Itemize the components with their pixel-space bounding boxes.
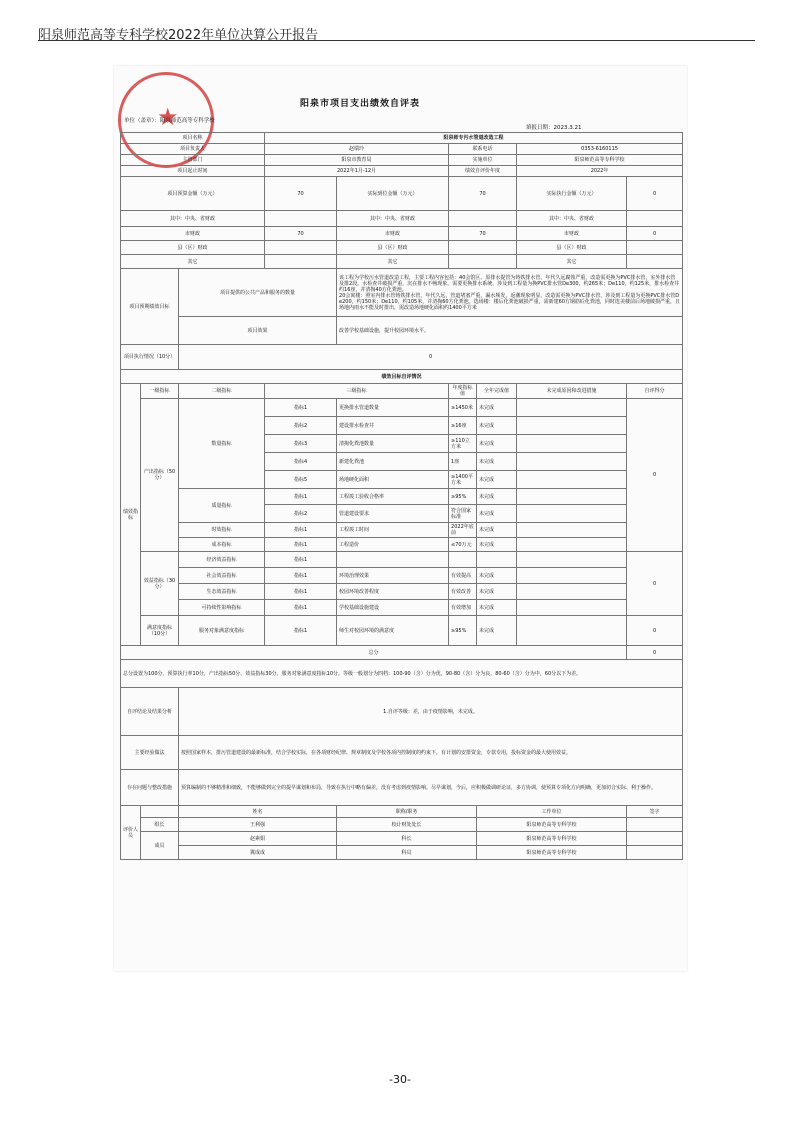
executed-label: 实际执行金额（万元） xyxy=(517,177,627,211)
su1-name: 指标1 xyxy=(265,600,337,616)
q4-target: 1座 xyxy=(449,453,477,471)
ql2-name: 指标2 xyxy=(265,505,337,523)
dept: 阳泉市教育局 xyxy=(265,155,449,166)
central-actual-label: 其中：中央、省财政 xyxy=(337,211,449,227)
q5-desc: 场地硬化面积 xyxy=(337,471,449,489)
output-label: 产出指标（50分） xyxy=(141,399,179,552)
eco1-done: 未完成 xyxy=(477,584,517,600)
c1-done: 未完成 xyxy=(477,538,517,552)
person-unit: 阳泉师范高等专科学校 xyxy=(477,846,627,860)
ql1-name: 指标1 xyxy=(265,489,337,505)
sa1-done: 未完成 xyxy=(477,616,517,646)
budget-value: 70 xyxy=(265,177,337,211)
econ-label: 经济效益指标 xyxy=(179,552,265,568)
experience-text: 按照国家样本，排污管道建设的最新标准，结合学校实际，在各项财经纪律、规章制度及学校各项内控制度的约束下，有计划的安排资金，专款专用，投标资金的最大使用效益。 xyxy=(179,736,683,770)
experience-label: 主要经验做法 xyxy=(121,736,179,770)
su1-desc: 学校基础设施建设 xyxy=(337,600,449,616)
goal-label: 项目预期绩效目标 xyxy=(121,269,179,345)
goal-effect-label: 项目效果 xyxy=(179,317,337,345)
q2-desc: 建设排水检查井 xyxy=(337,417,449,435)
e1-done xyxy=(477,552,517,568)
ql2-target: 符合国家标准 xyxy=(449,505,477,523)
q1-desc: 更换排水管道数量 xyxy=(337,399,449,417)
c1-name: 指标1 xyxy=(265,538,337,552)
central-executed xyxy=(627,211,683,227)
s1-target: 有效提高 xyxy=(449,568,477,584)
person-title: 科员 xyxy=(337,846,477,860)
ql2-reason xyxy=(517,505,627,523)
person-name: 王利强 xyxy=(179,818,337,832)
ql1-reason xyxy=(517,489,627,505)
person-title: 科长 xyxy=(337,832,477,846)
sa1-target: ≥95% xyxy=(449,616,477,646)
t1-reason xyxy=(517,523,627,538)
t1-done: 未完成 xyxy=(477,523,517,538)
head-score: 自评得分 xyxy=(627,384,683,399)
s1-name: 指标1 xyxy=(265,568,337,584)
ql1-desc: 工程竣工验收合格率 xyxy=(337,489,449,505)
phone: 0353-6160115 xyxy=(517,144,683,155)
head-level2: 二级指标 xyxy=(179,384,265,399)
central-actual xyxy=(449,211,517,227)
person-title: 校计财处处长 xyxy=(337,818,477,832)
s1-desc: 环境治理效果 xyxy=(337,568,449,584)
problems-label: 存在问题与整改措施 xyxy=(121,770,179,806)
city-budget: 70 xyxy=(265,227,337,241)
central-executed-label: 其中：中央、省财政 xyxy=(517,211,627,227)
other-budget xyxy=(265,255,337,269)
personnel-head-name: 姓名 xyxy=(179,806,337,818)
cost-label: 成本指标 xyxy=(179,538,265,552)
member-label: 成员 xyxy=(141,832,179,860)
social-label: 社会效益指标 xyxy=(179,568,265,584)
other-actual xyxy=(449,255,517,269)
q5-name: 指标5 xyxy=(265,471,337,489)
person-unit: 阳泉师范高等专科学校 xyxy=(477,832,627,846)
budget-label: 项目预算金额（万元） xyxy=(121,177,265,211)
satis-sub: 服务对象满意度指标 xyxy=(179,616,265,646)
total-label: 总分 xyxy=(121,646,627,660)
time-label: 时效指标 xyxy=(179,523,265,538)
header-rule xyxy=(38,40,755,41)
head-level1: 一级指标 xyxy=(141,384,179,399)
county-budget xyxy=(265,241,337,255)
head-target: 年度指标值 xyxy=(449,384,477,399)
other-executed-label: 其它 xyxy=(517,255,627,269)
q5-reason xyxy=(517,471,627,489)
actual-value: 70 xyxy=(449,177,517,211)
county-label: 县（区）财政 xyxy=(121,241,265,255)
ql2-done: 未完成 xyxy=(477,505,517,523)
eco1-name: 指标1 xyxy=(265,584,337,600)
central-budget xyxy=(265,211,337,227)
head-reason: 未完成原因和改进措施 xyxy=(517,384,627,399)
q1-target: ≥1450米 xyxy=(449,399,477,417)
su1-done: 未完成 xyxy=(477,600,517,616)
project-name: 阳泉师专污水管道改造工程 xyxy=(265,133,683,144)
eco1-desc: 校园环境改善程度 xyxy=(337,584,449,600)
actual-label: 实际到位金额（万元） xyxy=(337,177,449,211)
conclusion-text: 1.自评等级：差，由于疫情影响，未完成。 xyxy=(179,688,683,736)
benefit-score: 0 xyxy=(627,552,683,616)
eco1-target: 有效改善 xyxy=(449,584,477,600)
output-score: 0 xyxy=(627,399,683,552)
executed-value: 0 xyxy=(627,177,683,211)
q1-done: 未完成 xyxy=(477,399,517,417)
unit-label: 单位（盖章）：阳泉师范高等专科学校 xyxy=(124,118,215,124)
s1-reason xyxy=(517,568,627,584)
ql1-done: 未完成 xyxy=(477,489,517,505)
county-executed xyxy=(627,241,683,255)
sustain-label: 可持续性影响指标 xyxy=(179,600,265,616)
goal-quantity-text xyxy=(337,269,683,317)
county-executed-label: 县（区）财政 xyxy=(517,241,627,255)
q3-target: ≥110立方米 xyxy=(449,435,477,453)
scoring-note: 总分设置为100分，预算执行率10分，产出指标50分，效益指标30分，服务对象满意度指标10分。等级一般划分为四档：100-90（含）分为优，90-80（含）分为良，80-60（含）分为中，60分以下为差。 xyxy=(121,660,683,688)
q2-target: ≥16座 xyxy=(449,417,477,435)
dept-label: 主管部门 xyxy=(121,155,265,166)
person-sign xyxy=(627,818,683,832)
period: 2022年1月-12月 xyxy=(265,166,449,177)
q2-done: 未完成 xyxy=(477,417,517,435)
e1-target xyxy=(449,552,477,568)
e1-name: 指标1 xyxy=(265,552,337,568)
city-executed-label: 市财政 xyxy=(517,227,627,241)
q5-done: 未完成 xyxy=(477,471,517,489)
person-name: 赵素娟 xyxy=(179,832,337,846)
q3-name: 指标3 xyxy=(265,435,337,453)
c1-reason xyxy=(517,538,627,552)
problems-text: 预算编制的不够精准和细致，不能够做到完全的提早谋划和布局，导致在执行中略有偏差，没有考虑到疫情影响。尽早谋划，今后，应积极做调研论证，多方协调，使预算专项化方向明确，更加切合实际、利于操作。 xyxy=(179,770,683,806)
page-header: 阳泉师范高等专科学校2022年单位决算公开报告 xyxy=(38,28,319,43)
personnel-head-title: 职称/职务 xyxy=(337,806,477,818)
city-executed: 0 xyxy=(627,227,683,241)
t1-desc: 工程竣工时间 xyxy=(337,523,449,538)
eco-label: 生态效益指标 xyxy=(179,584,265,600)
satis-label: 满意度指标（10分） xyxy=(141,616,179,646)
q4-desc: 新建化粪池 xyxy=(337,453,449,471)
eval-year: 2022年 xyxy=(517,166,683,177)
other-label: 其它 xyxy=(121,255,265,269)
q1-reason xyxy=(517,399,627,417)
q3-desc: 清掏化粪池数量 xyxy=(337,435,449,453)
personnel-role-head xyxy=(141,806,179,818)
leader-label: 组长 xyxy=(141,818,179,832)
exec-score: 0 xyxy=(179,345,683,370)
e1-reason xyxy=(517,552,627,568)
eval-year-label: 绩效自评价年度 xyxy=(449,166,517,177)
person-unit: 阳泉师范高等专科学校 xyxy=(477,818,627,832)
person-sign xyxy=(627,832,683,846)
q2-name: 指标2 xyxy=(265,417,337,435)
personnel-label: 评价人员 xyxy=(121,806,141,860)
head-level3: 三级指标 xyxy=(265,384,449,399)
goal-text-part2: 20会寓楼：照室内排水管铸铁排水管，年代久远，管道堵塞严重，漏水频发，返潮现象明显，改造需更换为PVC排水管，涉及到工程量为更换PVC排水管De200，约150米；De110，约105米，并清掏60方化粪池。选场楼：楼后化粪池破损严重，需新建60方钢筋砼化粪池，同时选美楼前后场地破损严重，且场地内雨水不能及时排出，需改造场地硬化面积约1400平方米 xyxy=(339,292,680,311)
eco1-reason xyxy=(517,584,627,600)
central-label: 其中：中央、省财政 xyxy=(121,211,265,227)
person-name: 冀成成 xyxy=(179,846,337,860)
c1-target: ≤70万元 xyxy=(449,538,477,552)
project-name-label: 项目名称 xyxy=(121,133,265,144)
q4-name: 指标4 xyxy=(265,453,337,471)
exec-label: 项目执行情况（10分） xyxy=(121,345,179,370)
total-score: 0 xyxy=(627,646,683,660)
county-actual xyxy=(449,241,517,255)
quality-label: 质量指标 xyxy=(179,489,265,523)
su1-target: 有效增加 xyxy=(449,600,477,616)
s1-done: 未完成 xyxy=(477,568,517,584)
quantity-label: 数量指标 xyxy=(179,399,265,489)
personnel-head-sign: 签字 xyxy=(627,806,683,818)
impl: 阳泉师范高等专科学校 xyxy=(517,155,683,166)
sa1-reason xyxy=(517,616,627,646)
sa1-desc: 师生对校园环境的满意度 xyxy=(337,616,449,646)
q3-done: 未完成 xyxy=(477,435,517,453)
other-actual-label: 其它 xyxy=(337,255,449,269)
impl-label: 实施单位 xyxy=(449,155,517,166)
perf-section-title: 绩效目标自评情况 xyxy=(121,370,683,384)
evaluation-table xyxy=(120,132,683,860)
county-actual-label: 县（区）财政 xyxy=(337,241,449,255)
personnel-head-unit: 工作单位 xyxy=(477,806,627,818)
q4-reason xyxy=(517,453,627,471)
fill-date: 填报日期：2023.3.21 xyxy=(526,125,582,131)
owner-label: 项目负责人 xyxy=(121,144,265,155)
goal-quantity-label: 项目提供的公共产品和服务的数量 xyxy=(179,269,337,317)
conclusion-label: 自评结论及结果分析 xyxy=(121,688,179,736)
page-number: -30- xyxy=(389,1073,411,1086)
t1-target: 2022年底前 xyxy=(449,523,477,538)
period-label: 项目起止时间 xyxy=(121,166,265,177)
t1-name: 指标1 xyxy=(265,523,337,538)
city-actual: 70 xyxy=(449,227,517,241)
su1-reason xyxy=(517,600,627,616)
e1-desc xyxy=(337,552,449,568)
city-actual-label: 市财政 xyxy=(337,227,449,241)
q1-name: 指标1 xyxy=(265,399,337,417)
ql1-target: ≥95% xyxy=(449,489,477,505)
other-executed xyxy=(627,255,683,269)
seal-star-icon: ★ xyxy=(157,103,179,131)
q4-done: 未完成 xyxy=(477,453,517,471)
goal-effect-text: 改善学校基础设施，提升校园环境水平。 xyxy=(337,317,683,345)
phone-label: 联系电话 xyxy=(449,144,517,155)
satis-score: 0 xyxy=(627,616,683,646)
form-title: 阳泉市项目支出绩效自评表 xyxy=(300,99,421,109)
q2-reason xyxy=(517,417,627,435)
person-sign xyxy=(627,846,683,860)
q5-target: ≥1400平方米 xyxy=(449,471,477,489)
c1-desc: 工程造价 xyxy=(337,538,449,552)
ql2-desc: 管道建设要求 xyxy=(337,505,449,523)
sa1-name: 指标1 xyxy=(265,616,337,646)
q3-reason xyxy=(517,435,627,453)
goal-text-part1: 该工程为学校污水管道改造工程，主要工程内容包括：40会馆区、原排水提管为铸铁排水管，年代久远腐蚀严重，改造需更换为PVC排水管，室外排水管及排2段。水检查井破损严重，沉在排水不畅现象，需要更换排水系统，涉及到工程量为换PVC排水管De300，约265米；De110，约125米，排水检查井约16座，并清掏40方化粪池。 xyxy=(339,274,680,293)
owner: 赵瑞玲 xyxy=(265,144,449,155)
perf-side-label: 绩效指标 xyxy=(121,384,141,646)
head-done: 全年完成值 xyxy=(477,384,517,399)
benefit-label: 效益指标（30分） xyxy=(141,552,179,616)
city-label: 市财政 xyxy=(121,227,265,241)
